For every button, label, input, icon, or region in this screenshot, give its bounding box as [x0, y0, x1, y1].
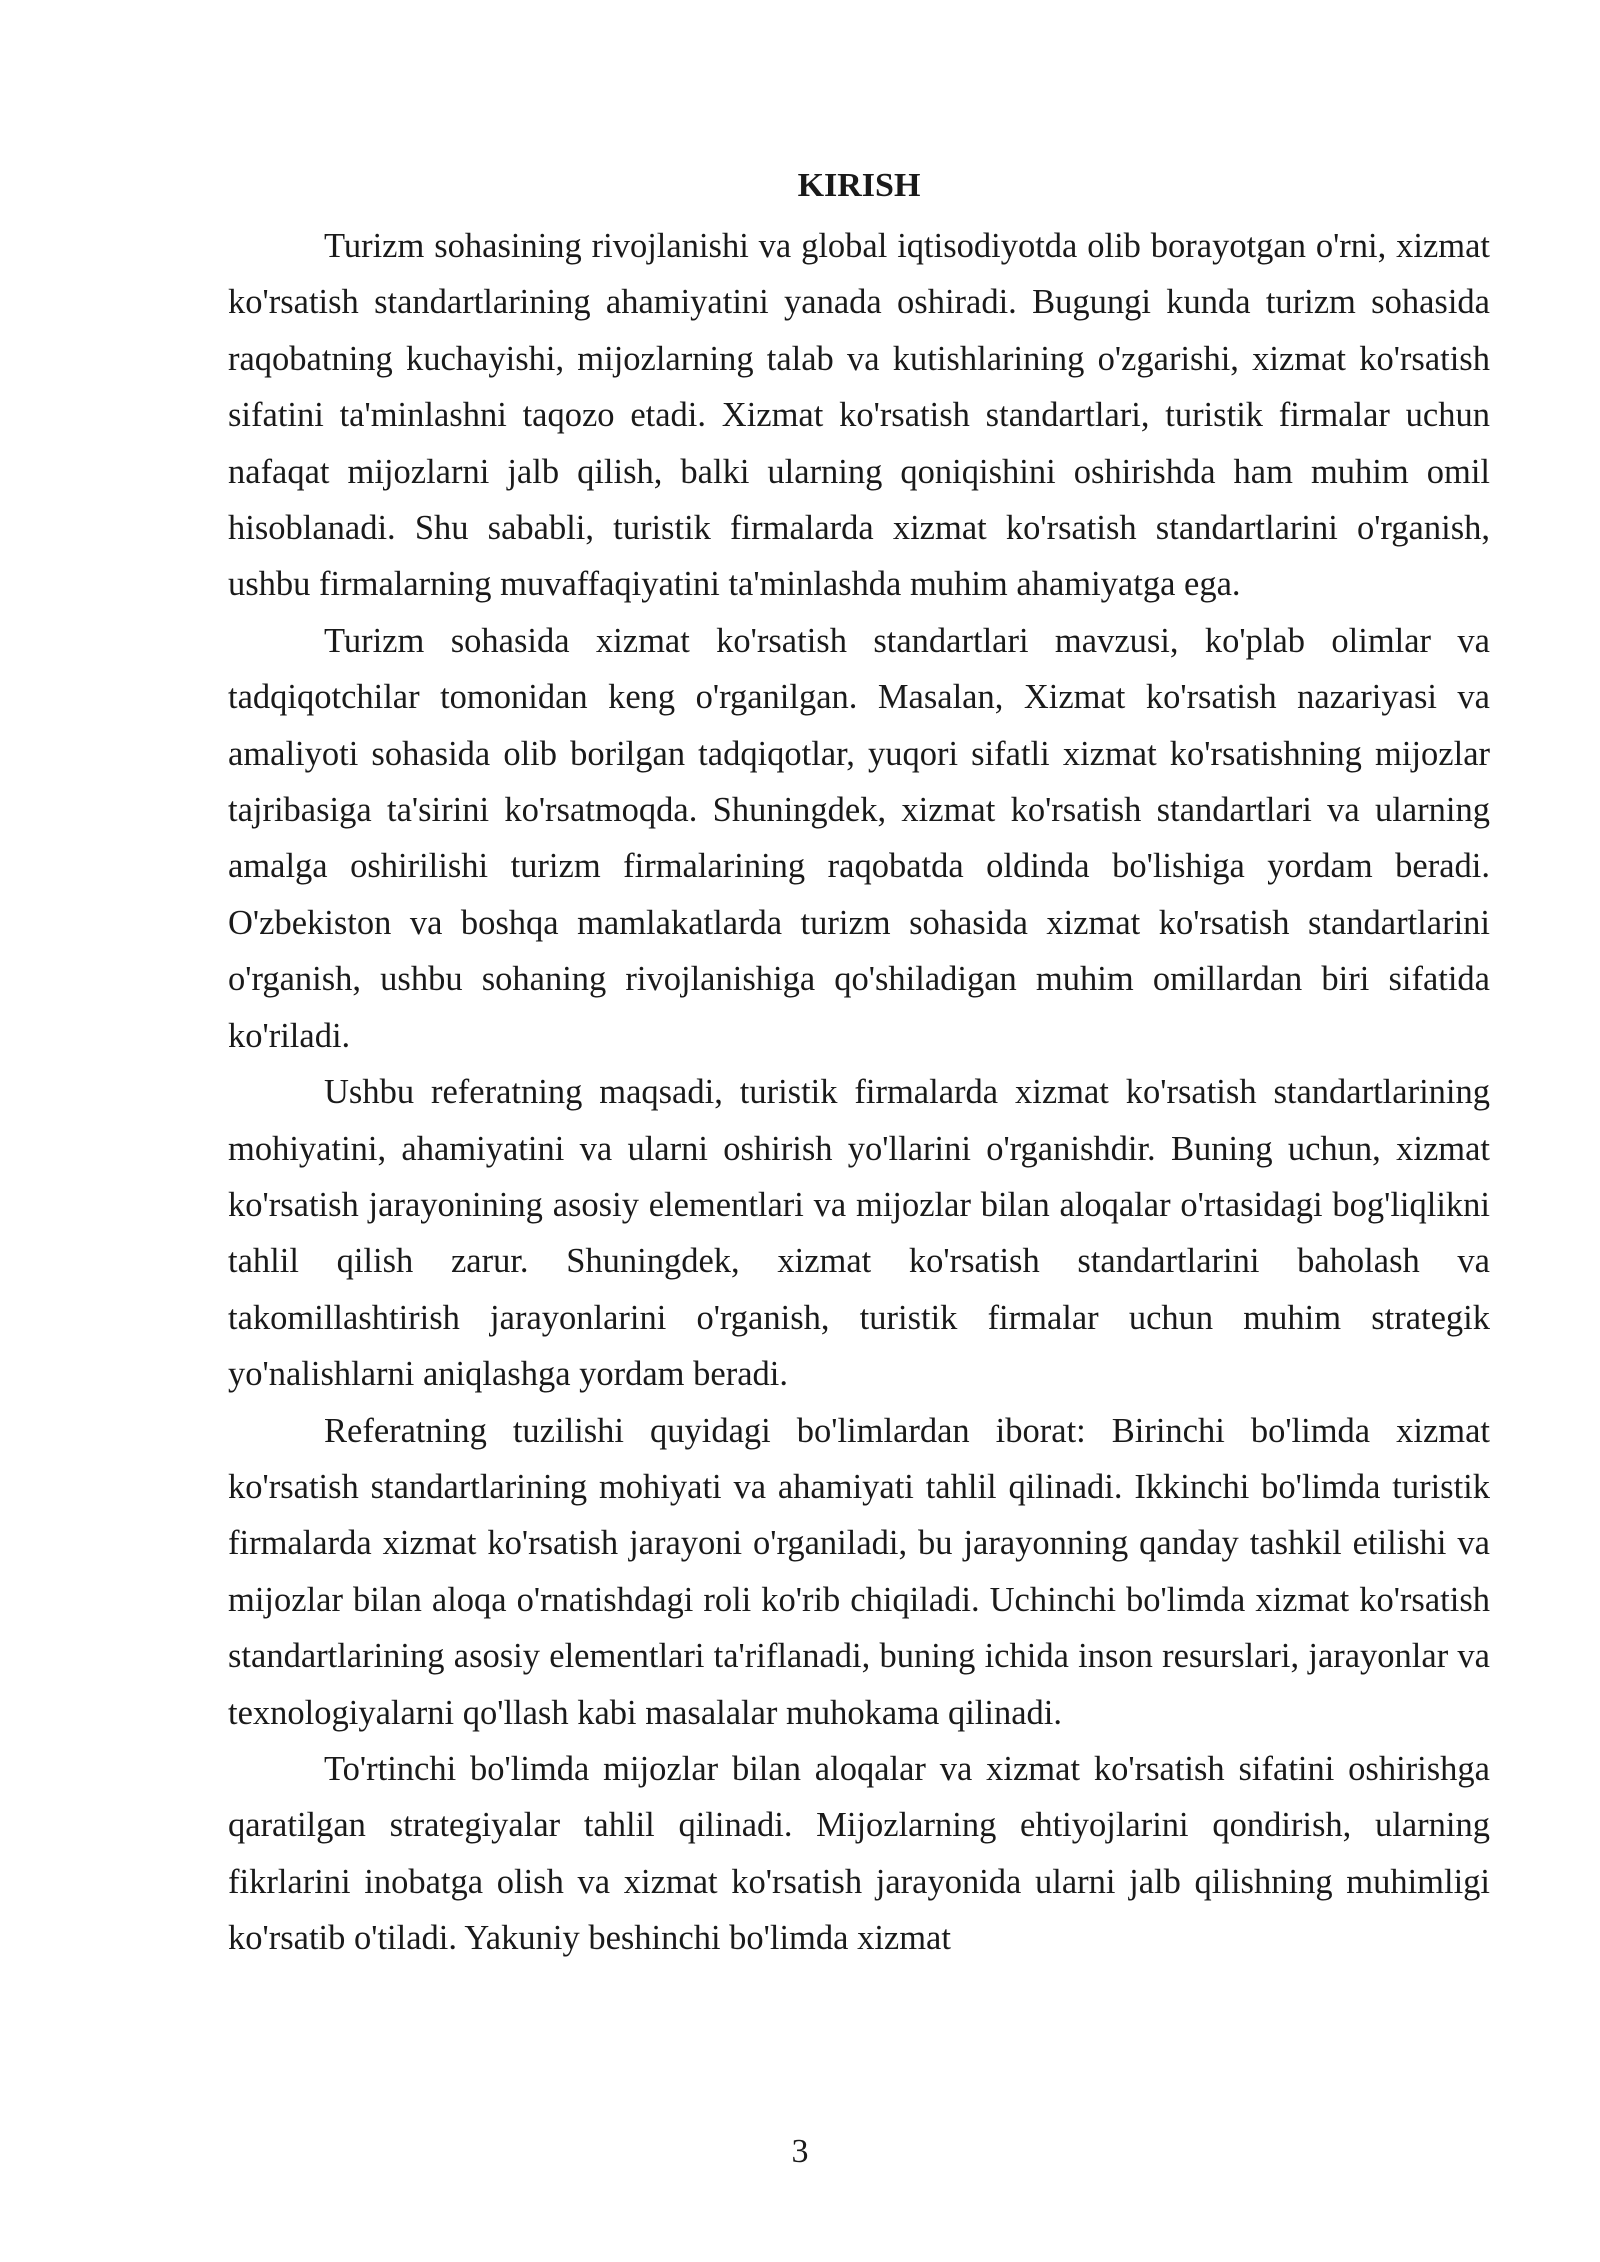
page-content — [228, 158, 1490, 1967]
paragraph-4: Referatning tuzilishi quyidagi bo'limlardan iborat: Birinchi bo'limda xizmat ko'rsatish standartlarining mohiyati va ahamiyati tahlil qilinadi. Ikkinchi bo'limda turistik firmalarda xizmat ko'rsatish jarayoni o'rganiladi, bu jarayonning qanday tashkil etilishi va mijozlar bilan aloqa o'rnatishdagi roli ko'rib chiqiladi. Uchinchi bo'limda xizmat ko'rsatish standartlarining asosiy elementlari ta'riflanadi, buning ichida inson resurslari, jarayonlar va texnologiyalarni qo'llash kabi masalalar muhokama qilinadi. — [228, 1411, 1490, 1732]
paragraph-2: Turizm sohasida xizmat ko'rsatish standartlari mavzusi, ko'plab olimlar va tadqiqotchilar tomonidan keng o'rganilgan. Masalan, Xizmat ko'rsatish nazariyasi va amaliyoti sohasida olib borilgan tadqiqotlar, yuqori sifatli xizmat ko'rsatishning mijozlar tajribasiga ta'sirini ko'rsatmoqda. Shuningdek, xizmat ko'rsatish standartlari va ularning amalga oshirilishi turizm firmalarining raqobatda oldinda bo'lishiga yordam beradi. O'zbekiston va boshqa mamlakatlarda turizm sohasida xizmat ko'rsatish standartlarini o'rganish, ushbu sohaning rivojlanishiga qo'shiladigan muhim omillardan biri sifatida ko'riladi. — [228, 621, 1490, 1055]
page-number: 3 — [791, 2133, 809, 2170]
section-heading: KIRISH — [797, 167, 921, 204]
paragraph-1: Turizm sohasining rivojlanishi va global iqtisodiyotda olib borayotgan o'rni, xizmat ko'rsatish standartlarining ahamiyatini yanada oshiradi. Bugungi kunda turizm sohasida raqobatning kuchayishi, mijozlarning talab va kutishlarining o'zgarishi, xizmat ko'rsatish sifatini ta'minlashni taqozo etadi. Xizmat ko'rsatish standartlari, turistik firmalar uchun nafaqat mijozlarni jalb qilish, balki ularning qoniqishini oshirishda ham muhim omil hisoblanadi. Shu sababli, turistik firmalarda xizmat ko'rsatish standartlarini o'rganish, ushbu firmalarning muvaffaqiyatini ta'minlashda muhim ahamiyatga ega. — [228, 227, 1490, 604]
paragraph-5: To'rtinchi bo'limda mijozlar bilan aloqalar va xizmat ko'rsatish sifatini oshirishga qaratilgan strategiyalar tahlil qilinadi. Mijozlarning ehtiyojlarini qondirish, ularning fikrlarini inobatga olish va xizmat ko'rsatish jarayonida ularni jalb qilishning muhimligi ko'rsatib o'tiladi. Yakuniy beshinchi bo'limda xizmat — [228, 1749, 1490, 1958]
paragraph-3: Ushbu referatning maqsadi, turistik firmalarda xizmat ko'rsatish standartlarining mohiyatini, ahamiyatini va ularni oshirish yo'llarini o'rganishdir. Buning uchun, xizmat ko'rsatish jarayonining asosiy elementlari va mijozlar bilan aloqalar o'rtasidagi bog'liqlikni tahlil qilish zarur. Shuningdek, xizmat ko'rsatish standartlarini baholash va takomillashtirish jarayonlarini o'rganish, turistik firmalar uchun muhim strategik yo'nalishlarni aniqlashga yordam beradi. — [228, 1073, 1490, 1394]
